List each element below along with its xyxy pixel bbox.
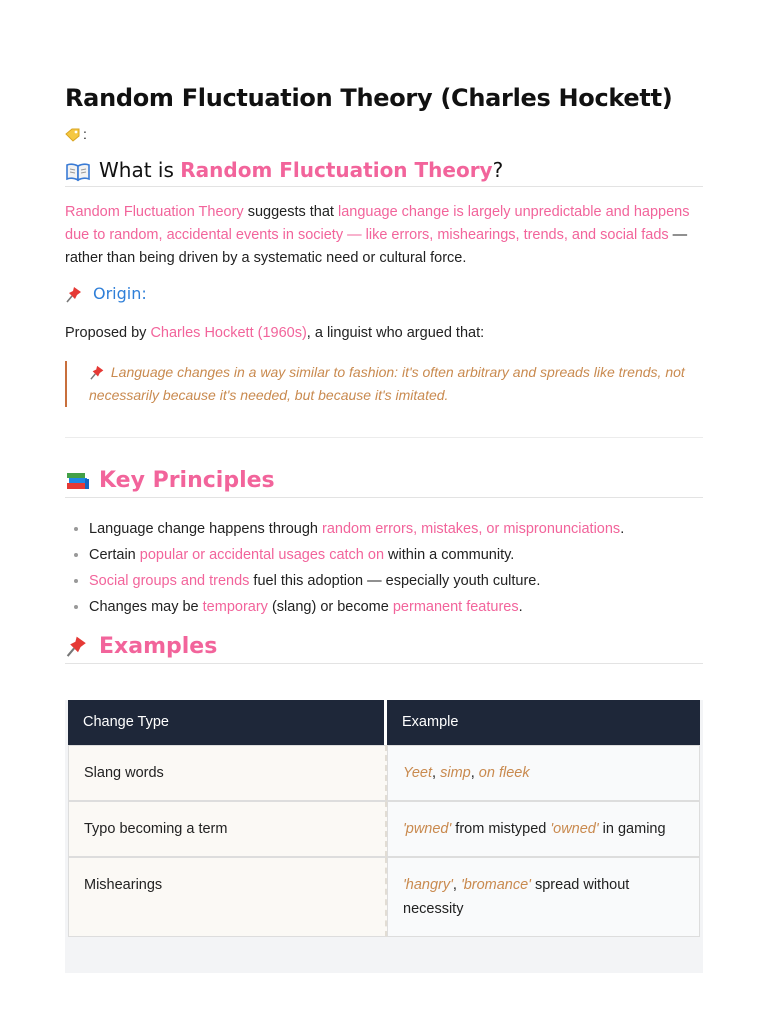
list-item xyxy=(89,542,703,568)
example-term: on fleek xyxy=(478,764,530,781)
example-term: 'hangry' xyxy=(403,876,453,893)
column-header-example: Example xyxy=(387,700,700,745)
pushpin-icon xyxy=(89,364,111,380)
example-separator: , xyxy=(432,764,441,781)
principle-text: . xyxy=(620,520,625,537)
what-heading-text xyxy=(99,158,503,182)
example-term: Yeet xyxy=(403,764,433,781)
principle-highlight: temporary xyxy=(202,598,268,615)
example-cell xyxy=(387,857,700,937)
origin-para-text-1: Proposed by xyxy=(65,324,151,341)
books-icon xyxy=(65,468,91,493)
page-title: Random Fluctuation Theory (Charles Hockett) xyxy=(65,84,673,112)
what-paragraph xyxy=(65,201,703,270)
examples-heading xyxy=(65,634,703,664)
principle-text: Language change happens through xyxy=(89,520,323,537)
examples-heading-text: Examples xyxy=(99,633,218,659)
principle-highlight: random errors, mistakes, or mispronunciations xyxy=(322,520,621,537)
table-row xyxy=(68,857,700,937)
origin-paragraph xyxy=(65,322,703,345)
example-cell xyxy=(387,801,700,857)
principle-text: Changes may be xyxy=(89,598,203,615)
what-para-text-1: suggests that xyxy=(243,204,338,220)
example-text: in gaming xyxy=(598,820,666,837)
principle-text: within a community. xyxy=(384,546,515,563)
column-header-change-type: Change Type xyxy=(68,700,387,745)
example-separator: , xyxy=(470,764,479,781)
pushpin-icon xyxy=(65,284,85,304)
origin-heading-text: Origin: xyxy=(93,284,147,304)
table-row xyxy=(68,801,700,857)
principles-list xyxy=(65,516,703,620)
list-item xyxy=(89,594,703,620)
principle-text: Certain xyxy=(89,546,140,563)
list-item xyxy=(89,516,703,542)
example-text: from mistyped xyxy=(451,820,551,837)
list-item xyxy=(89,568,703,594)
example-term: 'pwned' xyxy=(403,820,452,837)
example-term: 'owned' xyxy=(550,820,599,837)
examples-table-container xyxy=(65,700,703,973)
example-text: spread without necessity xyxy=(403,876,630,917)
principle-highlight: popular or accidental usages catch on xyxy=(139,546,385,563)
example-term: simp xyxy=(440,764,471,781)
what-para-highlight-1: Random Fluctuation Theory xyxy=(65,204,244,220)
tag-value: : xyxy=(83,126,87,142)
origin-heading xyxy=(65,284,703,304)
table-row xyxy=(68,745,700,801)
what-heading-highlight: Random Fluctuation Theory xyxy=(180,158,493,182)
origin-para-text-2: , a linguist who argued that: xyxy=(306,324,485,341)
label-tag-icon xyxy=(65,126,81,142)
principle-text: (slang) or become xyxy=(267,598,393,615)
origin-para-highlight: Charles Hockett (1960s) xyxy=(150,324,307,341)
example-separator: , xyxy=(452,876,461,893)
example-cell xyxy=(387,745,700,801)
example-term: 'bromance' xyxy=(460,876,531,893)
origin-quote xyxy=(65,361,703,407)
what-heading-suffix: ? xyxy=(492,158,504,182)
change-type-cell: Typo becoming a term xyxy=(68,801,387,857)
examples-table xyxy=(68,700,700,937)
origin-quote-text: Language changes in a way similar to fashion: it's often arbitrary and spreads like trends, not necessarily because it's needed, but because it's imitated. xyxy=(89,363,685,403)
change-type-cell: Mishearings xyxy=(68,857,387,937)
principles-heading-text: Key Principles xyxy=(99,467,275,493)
principle-highlight: permanent features xyxy=(392,598,519,615)
what-para-text-2: — rather than being driven by a systematic need or cultural force. xyxy=(65,227,688,266)
open-book-icon xyxy=(65,158,91,182)
principle-highlight: Social groups and trends xyxy=(89,572,250,589)
change-type-cell: Slang words xyxy=(68,745,387,801)
what-heading-prefix: What is xyxy=(99,158,181,182)
principle-text: fuel this adoption — especially youth culture. xyxy=(249,572,541,589)
what-para-highlight-2: language change is largely unpredictable and happens due to random, accidental events in society — like errors, mishearings, trends, and social fads xyxy=(65,204,690,243)
principle-text: . xyxy=(518,598,523,615)
table-header-row xyxy=(68,700,700,745)
what-heading xyxy=(65,158,703,187)
section-divider xyxy=(65,437,703,438)
pushpin-icon xyxy=(65,634,91,659)
tag-row xyxy=(65,124,703,144)
principles-heading xyxy=(65,468,703,498)
